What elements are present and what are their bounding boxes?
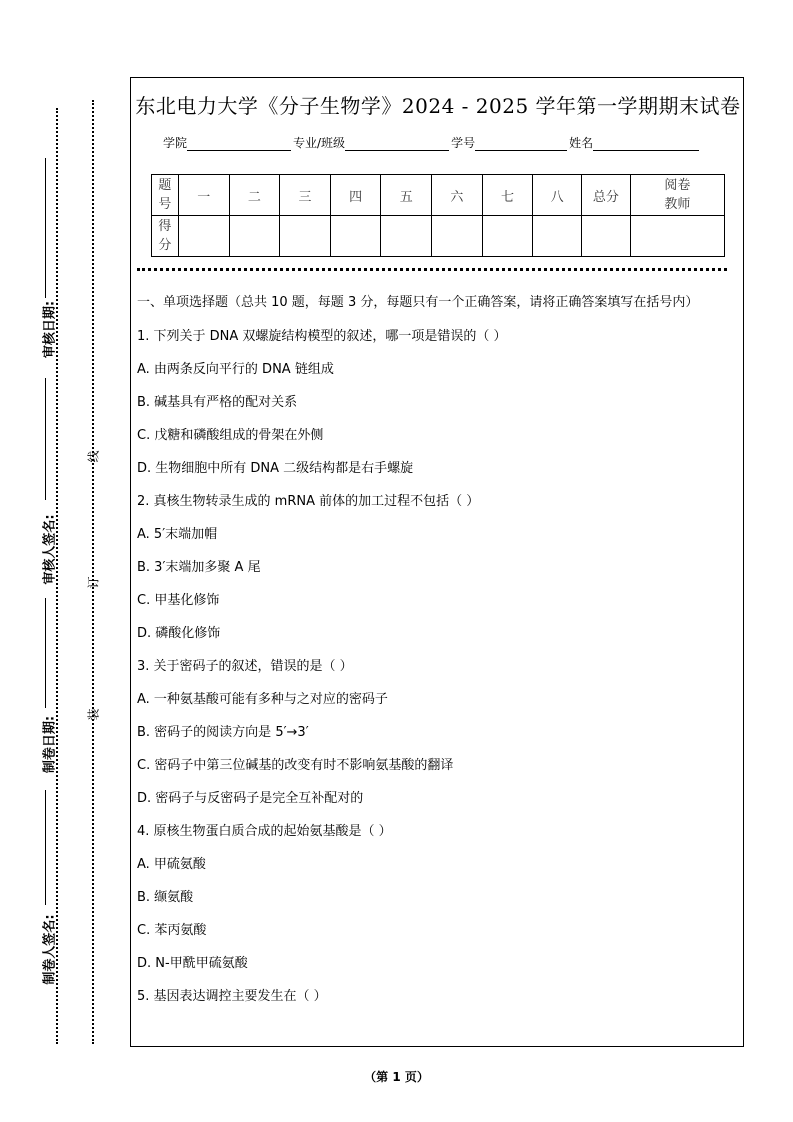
questions-content bbox=[137, 292, 737, 1013]
col-7: 七 bbox=[482, 175, 533, 216]
question-line: 3. 关于密码子的叙述，错误的是（ ） bbox=[137, 659, 353, 674]
score-cell-total[interactable] bbox=[582, 216, 631, 257]
score-cell-2[interactable] bbox=[229, 216, 280, 257]
question-line: 4. 原核生物蛋白质合成的起始氨基酸是（ ） bbox=[137, 824, 392, 839]
question-line: 1. 下列关于 DNA 双螺旋结构模型的叙述，哪一项是错误的（ ） bbox=[137, 329, 507, 344]
col-2: 二 bbox=[229, 175, 280, 216]
score-header: 得 分 bbox=[152, 216, 179, 257]
name-field[interactable] bbox=[593, 138, 699, 151]
score-table bbox=[151, 174, 725, 257]
score-table-score-row bbox=[152, 216, 725, 257]
option-line: A. 由两条反向平行的 DNA 链组成 bbox=[137, 362, 334, 377]
option-line: D. N-甲酰甲硫氨酸 bbox=[137, 956, 248, 971]
score-cell-6[interactable] bbox=[432, 216, 483, 257]
page-number: （第 1 页） bbox=[364, 1070, 429, 1084]
col-3: 三 bbox=[280, 175, 331, 216]
col-1: 一 bbox=[178, 175, 229, 216]
score-cell-4[interactable] bbox=[330, 216, 381, 257]
name-label: 姓名 bbox=[569, 136, 594, 150]
score-cell-7[interactable] bbox=[482, 216, 533, 257]
option-line: A. 5′末端加帽 bbox=[137, 527, 218, 542]
col-4: 四 bbox=[330, 175, 381, 216]
option-line: A. 甲硫氨酸 bbox=[137, 857, 206, 872]
option-line: D. 密码子与反密码子是完全互补配对的 bbox=[137, 791, 364, 806]
question-line: 5. 基因表达调控主要发生在（ ） bbox=[137, 989, 327, 1004]
option-line: B. 3′末端加多聚 A 尾 bbox=[137, 560, 261, 575]
binding-dotted-line bbox=[92, 100, 94, 1044]
col-total: 总分 bbox=[582, 175, 631, 216]
review-date-underline bbox=[45, 158, 46, 298]
option-line: B. 密码子的阅读方向是 5′→3′ bbox=[137, 725, 309, 740]
col-8: 八 bbox=[533, 175, 582, 216]
student-id-field[interactable] bbox=[475, 138, 567, 151]
score-cell-reviewer[interactable] bbox=[630, 216, 724, 257]
score-table-header-row bbox=[152, 175, 725, 216]
option-line: D. 生物细胞中所有 DNA 二级结构都是右手螺旋 bbox=[137, 461, 414, 476]
student-info-row bbox=[163, 134, 701, 151]
question-number-header: 题 号 bbox=[152, 175, 179, 216]
option-line: B. 缬氨酸 bbox=[137, 890, 194, 905]
maker-sign-underline bbox=[45, 790, 46, 905]
score-cell-1[interactable] bbox=[178, 216, 229, 257]
option-line: C. 密码子中第三位碱基的改变有时不影响氨基酸的翻译 bbox=[137, 758, 454, 773]
college-label: 学院 bbox=[163, 136, 188, 150]
make-date-label: 制卷日期: bbox=[42, 715, 58, 774]
college-field[interactable] bbox=[187, 138, 291, 151]
question-line: 2. 真核生物转录生成的 mRNA 前体的加工过程不包括（ ） bbox=[137, 494, 480, 509]
reviewer-col-header: 阅卷 教师 bbox=[630, 175, 724, 216]
reviewer-sign-label: 审核人签名: bbox=[42, 514, 58, 585]
option-line: A. 一种氨基酸可能有多种与之对应的密码子 bbox=[137, 692, 388, 707]
make-date-underline bbox=[45, 598, 46, 708]
section-1-heading: 一、单项选择题（总共 10 题，每题 3 分，每题只有一个正确答案，请将正确答案填写在括号内） bbox=[137, 295, 699, 310]
col-5: 五 bbox=[381, 175, 432, 216]
option-line: D. 磷酸化修饰 bbox=[137, 626, 221, 641]
dotted-separator bbox=[137, 268, 727, 271]
binding-char-line: 线 bbox=[86, 450, 101, 463]
score-cell-5[interactable] bbox=[381, 216, 432, 257]
maker-sign-label: 制卷人签名: bbox=[42, 914, 58, 985]
exam-title: 东北电力大学《分子生物学》2024 - 2025 学年第一学期期末试卷 bbox=[135, 94, 741, 118]
binding-char-bind: 装 bbox=[86, 708, 101, 721]
major-class-field[interactable] bbox=[345, 138, 449, 151]
binding-char-staple: 订 bbox=[86, 576, 101, 589]
score-cell-3[interactable] bbox=[280, 216, 331, 257]
student-id-label: 学号 bbox=[451, 136, 476, 150]
exam-frame bbox=[130, 77, 744, 1047]
major-class-label: 专业/班级 bbox=[293, 136, 346, 150]
col-6: 六 bbox=[432, 175, 483, 216]
option-line: B. 碱基具有严格的配对关系 bbox=[137, 395, 298, 410]
option-line: C. 戊糖和磷酸组成的骨架在外侧 bbox=[137, 428, 324, 443]
option-line: C. 苯丙氨酸 bbox=[137, 923, 207, 938]
reviewer-sign-underline bbox=[45, 378, 46, 500]
option-line: C. 甲基化修饰 bbox=[137, 593, 220, 608]
review-date-label: 审核日期: bbox=[42, 300, 58, 359]
score-cell-8[interactable] bbox=[533, 216, 582, 257]
